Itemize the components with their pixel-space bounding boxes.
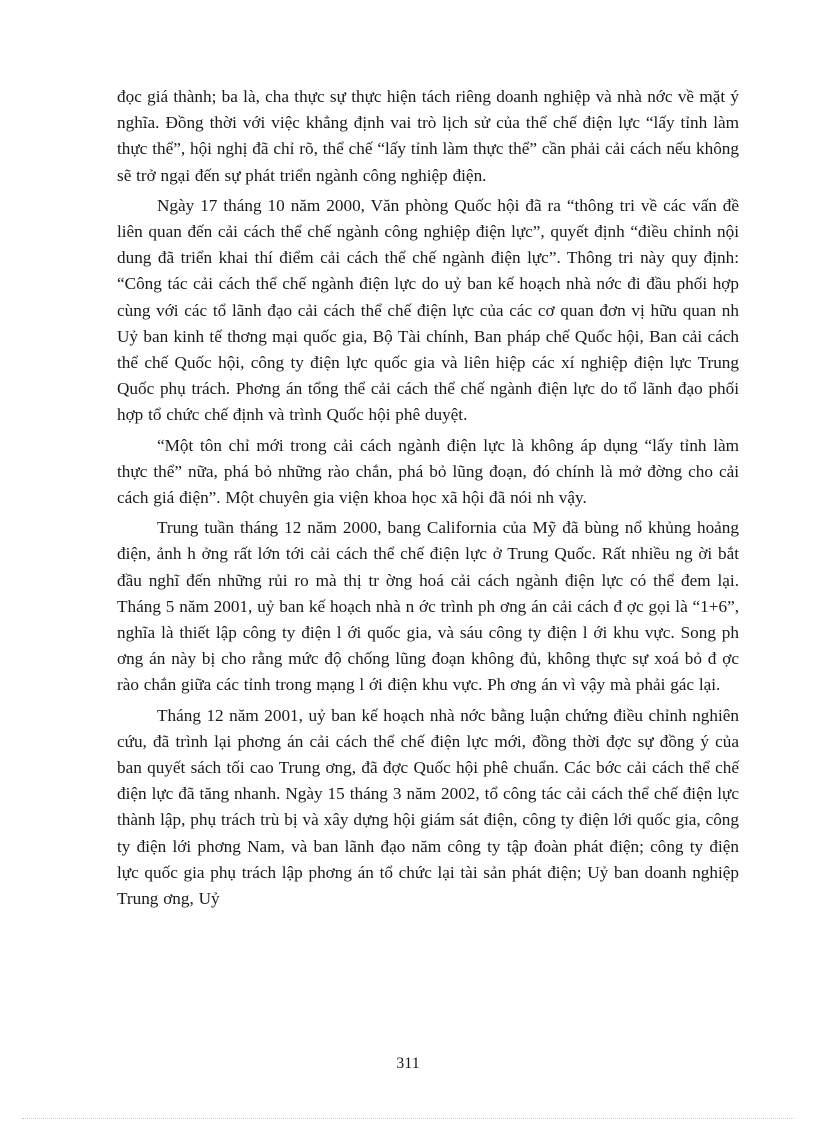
paragraph-2: Ngày 17 tháng 10 năm 2000, Văn phòng Quốc hội đã ra “thông tri về các vấn đề liên quan đến cải cách thể chế ngành công nghiệp điện lực”, quyết định “điều chỉnh nội dung đã triển khai thí điểm cải cách thể chế ngành điện lực”. Thông tri này quy định: “Công tác cải cách thể chế ngành điện lực do uỷ ban kế hoạch nhà nớc đi đầu phối hợp cùng với các tổ lãnh đạo cải cách thể chế điện lực của các cơ quan đơn vị hữu quan nh Uỷ ban kinh tế thơng mại quốc gia, Bộ Tài chính, Ban pháp chế Quốc hội, Ban cải cách thể chế Quốc hội, công ty điện lực quốc gia và liên hiệp các xí nghiệp điện lực Trung Quốc phụ trách. Phơng án tổng thể cải cách thể chế ngành điện lực do tổ lãnh đạo phối hợp tổ chức chế định và trình Quốc hội phê duyệt. — [117, 195, 739, 425]
page-body — [117, 84, 739, 916]
page-number: 311 — [396, 1055, 420, 1072]
paragraph-1: đọc giá thành; ba là, cha thực sự thực hiện tách riêng doanh nghiệp và nhà nớc về mặt ý nghĩa. Đồng thời với việc khẳng định vai trò lịch sử của thể chế điện lực “lấy tỉnh làm thực thể”, hội nghị đã chỉ rõ, thể chế “lấy tỉnh làm thực thể” cần phải cải cách nếu không sẽ trở ngại đến sự phát triển ngành công nghiệp điện. — [117, 87, 739, 185]
page-bottom-divider — [22, 1118, 794, 1119]
paragraph-5: Tháng 12 năm 2001, uỷ ban kế hoạch nhà nớc bằng luận chứng điều chỉnh nghiên cứu, đã trình lại phơng án cải cách thể chế điện lực mới, đồng thời đợc sự đồng ý của ban quyết sách tối cao Trung ơng, đã đợc Quốc hội phê chuẩn. Các bớc cải cách thể chế điện lực đã tăng nhanh. Ngày 15 tháng 3 năm 2002, tổ công tác cải cách thể chế điện lực thành lập, phụ trách trù bị và xây dựng hội giám sát điện, công ty điện lới quốc gia, công ty điện lới phơng Nam, và ban lãnh đạo năm công ty tập đoàn phát điện; công ty điện lực quốc gia phụ trách lập phơng án tổ chức lại tài sản phát điện; Uỷ ban doanh nghiệp Trung ơng, Uỷ — [117, 705, 739, 909]
paragraph-4: Trung tuần tháng 12 năm 2000, bang California của Mỹ đã bùng nổ khủng hoảng điện, ảnh h ởng rất lớn tới cải cách thể chế điện lực ở Trung Quốc. Rất nhiều ng ời bắt đầu nghĩ đến những rủi ro mà thị tr ờng hoá cải cách ngành điện lực có thể đem lại. Tháng 5 năm 2001, uỷ ban kế hoạch nhà n ớc trình ph ơng án cải cách đ ợc gọi là “1+6”, nghĩa là thiết lập công ty điện l ới quốc gia, và sáu công ty điện l ới khu vực. Song ph ơng án này bị cho rằng mức độ chống lũng đoạn không đủ, không thực sự xoá bỏ đ ợc rào chắn giữa các tỉnh trong mạng l ới điện khu vực. Ph ơng án vì vậy mà phải gác lại. — [117, 518, 739, 695]
paragraph-3: “Một tôn chỉ mới trong cải cách ngành điện lực là không áp dụng “lấy tỉnh làm thực thể” nữa, phá bỏ những rào chắn, phá bỏ lũng đoạn, đó chính là mở đờng cho cải cách giá điện”. Một chuyên gia viện khoa học xã hội đã nói nh vậy. — [117, 435, 739, 508]
